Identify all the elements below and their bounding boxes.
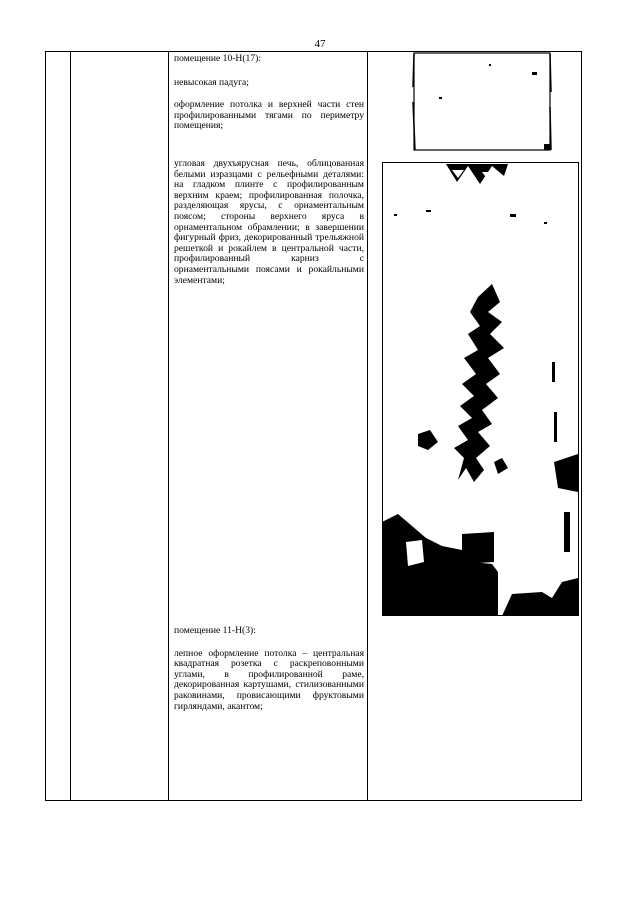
column-divider bbox=[70, 52, 71, 800]
room-10-text bbox=[174, 54, 364, 286]
corner-stove-image bbox=[382, 162, 579, 616]
ceiling-molding-image bbox=[409, 52, 557, 155]
column-divider bbox=[367, 52, 368, 800]
column-divider bbox=[168, 52, 169, 800]
item-padouga: невысокая падуга; bbox=[174, 76, 249, 88]
room-heading: помещение 10-Н(17): bbox=[174, 53, 262, 64]
page-number: 47 bbox=[314, 38, 326, 50]
item-corner-stove: угловая двухъярусная печь, облицованная белыми изразцами с рельефными деталями: на гладком плинте с профилированным верхним краем; профилированная полочка, разделяющая ярусы, с орнаментальным поясом; стороны верхнего яруса в орнаментальном обрамлении; в завершении фигурный фриз, декорированный трельяжной решеткой и рокайлем в центральной части, профилированный карниз с орнаментальными поясами и рокайльными элементами; bbox=[174, 157, 364, 286]
corner-stove-photo bbox=[382, 162, 579, 616]
item-ceiling-stucco: лепное оформление потолка – центральная квадратная розетка с раскреповонными углами, в профилированной раме, декорированная картушами, стилизованными раковинами, провисающими фруктовыми гирляндами, акантом; bbox=[174, 647, 364, 712]
ceiling-molding-photo bbox=[409, 52, 557, 155]
description-table bbox=[45, 51, 582, 801]
room-heading: помещение 11-Н(3): bbox=[174, 625, 256, 636]
room-11-text bbox=[174, 626, 364, 712]
item-ceiling-moldings: оформление потолка и верхней части стен профилированными тягами по периметру помещения; bbox=[174, 99, 364, 132]
